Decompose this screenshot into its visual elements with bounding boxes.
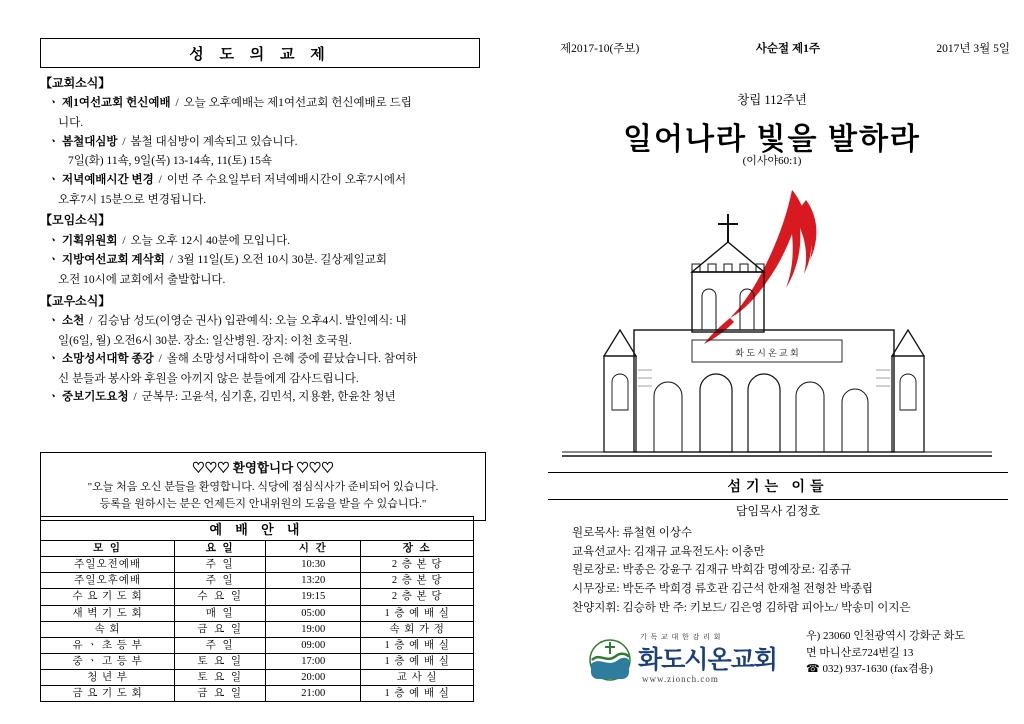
cell-time: 19:15 bbox=[266, 589, 361, 605]
welcome-title: ♡♡♡ 환영합니다 ♡♡♡ bbox=[192, 461, 334, 475]
group-heading-church-news: 【교회소식】 bbox=[40, 76, 111, 90]
table-row bbox=[41, 637, 474, 653]
lead-pastor: 담임목사 김정호 bbox=[735, 504, 821, 518]
news-item-label: 기획위원회 bbox=[61, 234, 118, 247]
news-item-text: 오늘 오후예배는 제1여선교회 헌신예배로 드립 bbox=[183, 97, 412, 110]
cell-place: 1 층 예 배 실 bbox=[361, 605, 474, 621]
cell-meeting: 속 회 bbox=[41, 621, 175, 637]
news-item-label: 지방여선교회 계삭회 bbox=[61, 254, 165, 267]
cell-place: 1 층 예 배 실 bbox=[361, 637, 474, 653]
cell-time: 20:00 bbox=[266, 670, 361, 686]
separator: / bbox=[89, 314, 93, 327]
table-row bbox=[41, 573, 474, 589]
separator: / bbox=[158, 173, 162, 186]
separator: / bbox=[122, 234, 126, 247]
cell-day: 토 요 일 bbox=[175, 653, 266, 669]
group-heading-member-news: 【교우소식】 bbox=[40, 293, 111, 308]
footer bbox=[560, 628, 1020, 698]
cell-meeting: 주일오전예배 bbox=[41, 557, 175, 573]
cell-meeting: 유 ㆍ 초 등 부 bbox=[41, 637, 175, 653]
col-header-place: 장 소 bbox=[361, 541, 474, 557]
cell-place: 2 층 본 당 bbox=[361, 573, 474, 589]
church-address bbox=[806, 628, 1024, 678]
bullet: ㆍ bbox=[48, 135, 60, 148]
table-row bbox=[41, 653, 474, 669]
cell-place: 2 층 본 당 bbox=[361, 589, 474, 605]
worship-schedule bbox=[40, 516, 474, 702]
table-row bbox=[41, 670, 474, 686]
news-item-label: 제1여선교회 헌신예배 bbox=[61, 97, 171, 110]
news-item-text: 오늘 오후 12시 40분에 모입니다. bbox=[130, 234, 291, 247]
church-website[interactable]: www.zionch.com bbox=[642, 674, 719, 684]
news-item-text: 군복무: 고윤석, 심기훈, 김민석, 지용환, 한윤찬 청년 bbox=[141, 391, 396, 404]
table-row bbox=[41, 686, 474, 702]
church-logo bbox=[588, 630, 828, 694]
cell-time: 05:00 bbox=[266, 605, 361, 621]
bullet: ㆍ bbox=[48, 391, 60, 404]
cell-time: 21:00 bbox=[266, 686, 361, 702]
bullet: ㆍ bbox=[48, 314, 60, 327]
cell-day: 금 요 일 bbox=[175, 686, 266, 702]
news-item bbox=[48, 350, 480, 369]
news-item-label: 소망성서대학 종강 bbox=[61, 353, 154, 366]
news-item-label: 중보기도요청 bbox=[61, 391, 129, 404]
news-item bbox=[48, 133, 480, 152]
news-item-text: 올해 소망성서대학이 은혜 중에 끝났습니다. 참여하 bbox=[166, 353, 418, 366]
news-item bbox=[48, 232, 480, 251]
separator: / bbox=[133, 391, 137, 404]
bulletin-header bbox=[560, 40, 1010, 56]
svg-text:화 도 시 온 교 회: 화 도 시 온 교 회 bbox=[735, 348, 799, 358]
welcome-line: 등록을 원하시는 분은 언제든지 안내위원의 도움을 받을 수 있습니다." bbox=[99, 498, 427, 511]
bullet: ㆍ bbox=[48, 173, 60, 186]
issue-number: 제2017-10(주보) bbox=[560, 43, 640, 55]
address-line: 면 마니산로724번길 13 bbox=[806, 646, 914, 659]
table-row bbox=[41, 557, 474, 573]
church-illustration bbox=[542, 180, 1012, 470]
news-item-label: 봄철대심방 bbox=[61, 135, 118, 148]
news-item bbox=[48, 312, 480, 331]
worship-table bbox=[40, 540, 474, 702]
table-header-row bbox=[41, 541, 474, 557]
cell-day: 수 요 일 bbox=[175, 589, 266, 605]
separator: / bbox=[169, 254, 173, 267]
news-item bbox=[48, 171, 480, 190]
welcome-box bbox=[40, 452, 486, 521]
cell-day: 금 요 일 bbox=[175, 621, 266, 637]
worship-schedule-title: 예 배 안 내 bbox=[40, 516, 474, 540]
cell-day: 토 요 일 bbox=[175, 670, 266, 686]
servants-section-title: 섬기는 이들 bbox=[548, 472, 1008, 500]
servant-row: 원로장로: 박종은 강윤구 김재규 박희감 명예장로: 김종규 bbox=[572, 564, 852, 577]
cell-place: 교 사 실 bbox=[361, 670, 474, 686]
main-verse-title: 일어나라 빛을 발하라 bbox=[623, 123, 921, 156]
cell-meeting: 중 ㆍ 고 등 부 bbox=[41, 653, 175, 669]
news-body bbox=[40, 74, 480, 407]
servant-row: 시무장로: 박돈주 박희경 류호관 김근석 한재철 전형찬 박종립 bbox=[572, 582, 874, 595]
phone-line: ☎ 032) 937-1630 (fax겸용) bbox=[806, 663, 933, 675]
news-item-continued: 일(6일, 월) 오전6시 30분. 장소: 일산병원. 장지: 이천 호국원. bbox=[58, 334, 352, 347]
bullet: ㆍ bbox=[48, 353, 60, 366]
news-item-label: 소천 bbox=[61, 314, 85, 327]
table-row bbox=[41, 605, 474, 621]
cell-meeting: 수 요 기 도 회 bbox=[41, 589, 175, 605]
news-item-text: 3월 11일(토) 오전 10시 30분. 길상제일교회 bbox=[177, 254, 387, 267]
col-header-day: 요 일 bbox=[175, 541, 266, 557]
fellowship-section-title: 성 도 의 교 제 bbox=[40, 38, 480, 68]
cell-day: 주 일 bbox=[175, 557, 266, 573]
servants-list bbox=[572, 524, 1012, 617]
church-name: 화도시온교회 bbox=[638, 647, 777, 674]
cell-meeting: 새 벽 기 도 회 bbox=[41, 605, 175, 621]
bullet: ㆍ bbox=[48, 234, 60, 247]
right-column bbox=[520, 0, 1024, 724]
news-item-continued: 오전 10시에 교회에서 출발합니다. bbox=[58, 273, 226, 286]
cell-meeting: 청 년 부 bbox=[41, 670, 175, 686]
anniversary-label: 창립 112주년 bbox=[737, 93, 807, 107]
group-heading-meeting-news: 【모임소식】 bbox=[40, 213, 111, 228]
separator: / bbox=[175, 97, 179, 110]
cell-meeting: 금 요 기 도 회 bbox=[41, 686, 175, 702]
news-item-text: 봄철 대심방이 계속되고 있습니다. bbox=[130, 135, 298, 148]
table-row bbox=[41, 621, 474, 637]
table-row bbox=[41, 589, 474, 605]
cell-meeting: 주일오후예배 bbox=[41, 573, 175, 589]
news-item-label: 저녁예배시간 변경 bbox=[61, 173, 154, 186]
news-item-continued: 니다. bbox=[58, 117, 84, 130]
bullet: ㆍ bbox=[48, 97, 60, 110]
cell-time: 13:20 bbox=[266, 573, 361, 589]
servant-row: 교육선교사: 김재규 교육전도사: 이충만 bbox=[572, 545, 765, 558]
cell-place: 속 회 가 정 bbox=[361, 621, 474, 637]
servant-row: 찬양지휘: 김승하 반 주: 키보드/ 김은영 김하람 피아노/ 박송미 이지은 bbox=[572, 601, 911, 614]
cell-place: 1 층 예 배 실 bbox=[361, 653, 474, 669]
col-header-time: 시 간 bbox=[266, 541, 361, 557]
cell-day: 매 일 bbox=[175, 605, 266, 621]
bullet: ㆍ bbox=[48, 254, 60, 267]
cell-time: 09:00 bbox=[266, 637, 361, 653]
cell-time: 17:00 bbox=[266, 653, 361, 669]
address-line: 우) 23060 인천광역시 강화군 화도 bbox=[806, 630, 966, 642]
cell-day: 주 일 bbox=[175, 573, 266, 589]
bulletin-date: 2017년 3월 5일 bbox=[936, 43, 1010, 55]
news-item bbox=[48, 251, 480, 270]
cell-day: 주 일 bbox=[175, 637, 266, 653]
logo-mark-icon bbox=[588, 638, 632, 682]
left-column bbox=[40, 38, 480, 408]
news-item-continued: 7일(화) 11쇽, 9일(목) 13-14쇽, 11(토) 15쇽 bbox=[68, 155, 272, 168]
separator: / bbox=[122, 135, 126, 148]
news-item-continued: 오후7시 15분으로 변경됩니다. bbox=[58, 193, 207, 206]
denomination-label: 기 독 교 대 한 감 리 회 bbox=[640, 633, 722, 641]
news-item bbox=[48, 94, 480, 113]
news-item-text: 김승남 성도(이영순 권사) 입관예식: 오늘 오후4시. 발인예식: 내 bbox=[97, 314, 407, 327]
cell-time: 10:30 bbox=[266, 557, 361, 573]
cell-time: 19:00 bbox=[266, 621, 361, 637]
welcome-line: "오늘 처음 오신 분들을 환영합니다. 식당에 점심식사가 준비되어 있습니다. bbox=[87, 481, 439, 493]
news-item bbox=[48, 388, 480, 407]
liturgical-season: 사순절 제1주 bbox=[755, 43, 820, 55]
separator: / bbox=[158, 353, 162, 366]
col-header-meeting: 모 임 bbox=[41, 541, 175, 557]
news-item-text: 이번 주 수요일부터 저녁예배시간이 오후7시에서 bbox=[166, 173, 407, 186]
news-item-continued: 신 분들과 봉사와 후원을 아끼지 않은 분들에게 감사드립니다. bbox=[58, 372, 359, 385]
cell-place: 2 층 본 당 bbox=[361, 557, 474, 573]
cell-place: 1 층 예 배 실 bbox=[361, 686, 474, 702]
verse-reference: (이사야60:1) bbox=[742, 155, 802, 167]
servant-row: 원로목사: 류철현 이상수 bbox=[572, 527, 693, 539]
